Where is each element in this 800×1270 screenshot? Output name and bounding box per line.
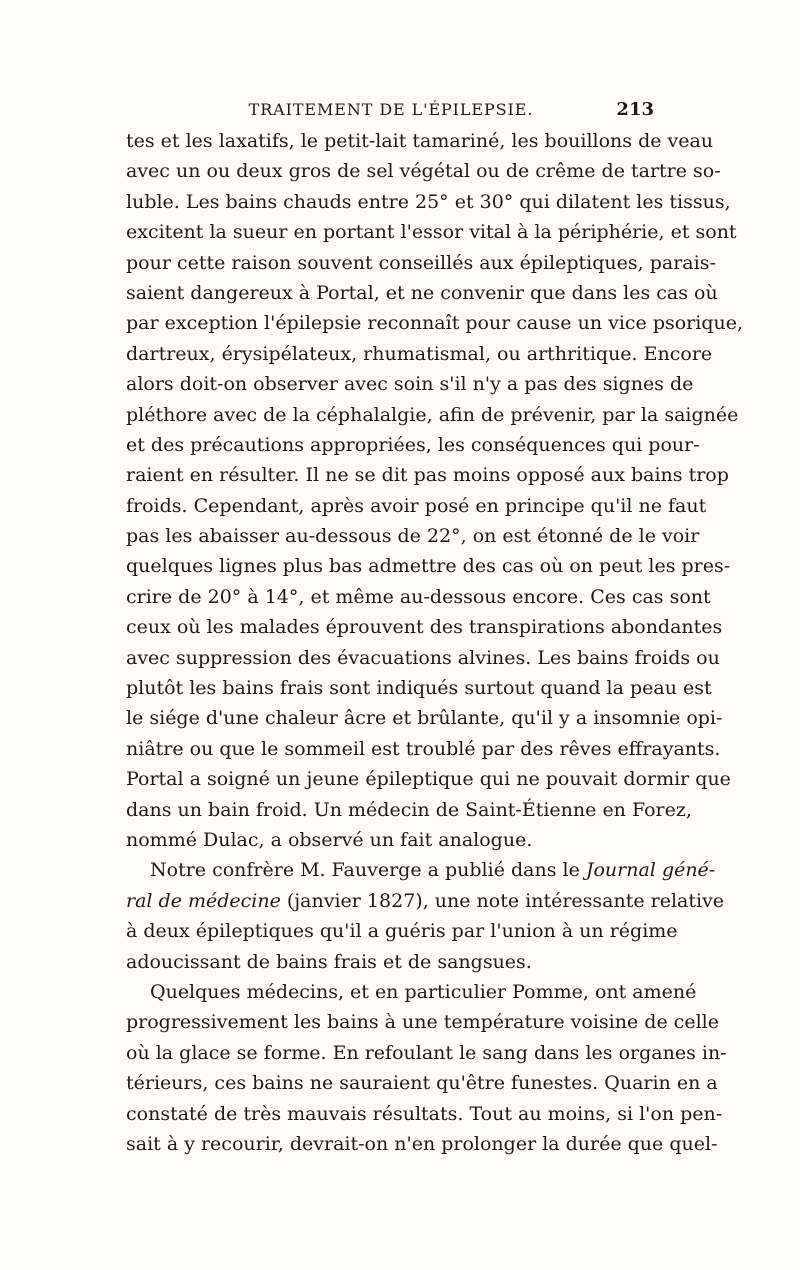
text-line: raient en résulter. Il ne se dit pas moins opposé aux bains trop [126,464,729,487]
text-line: à deux épileptiques qu'il a guéris par l'union à un régime [126,920,678,943]
text-line: et des précautions appropriées, les conséquences qui pour- [126,433,700,456]
running-head [128,98,654,122]
text-line: nommé Dulac, a observé un fait analogue. [126,828,533,851]
text-line: ral de médecine (janvier 1827), une note intéressante relative [126,889,725,912]
text-line: plutôt les bains frais sont indiqués surtout quand la peau est [126,677,712,700]
running-title: TRAITEMENT DE L'ÉPILEPSIE. [248,100,534,119]
text-line: pas les abaisser au-dessous de 22°, on est étonné de le voir [126,525,700,548]
text-line: avec un ou deux gros de sel végétal ou de crême de tartre so- [126,160,721,183]
text-line: dans un bain froid. Un médecin de Saint-Étienne en Forez, [126,798,692,821]
text-line: sait à y recourir, devrait-on n'en prolonger la durée que quel- [126,1132,718,1155]
text-line: avec suppression des évacuations alvines. Les bains froids ou [126,646,720,669]
text-line: où la glace se forme. En refoulant le sang dans les organes in- [126,1041,727,1064]
page-number: 213 [616,99,654,120]
text-line: dartreux, érysipélateux, rhumatismal, ou arthritique. Encore [126,342,713,365]
text-line: niâtre ou que le sommeil est troublé par des rêves effrayants. [126,737,721,760]
text-line: saient dangereux à Portal, et ne convenir que dans les cas où [126,281,718,304]
text-line: alors doit-on observer avec soin s'il n'y a pas des signes de [126,373,694,396]
text-line: froids. Cependant, après avoir posé en principe qu'il ne faut [126,494,707,517]
text-line: pour cette raison souvent conseillés aux épileptiques, parais- [126,251,716,274]
text-line: pléthore avec de la céphalalgie, afin de prévenir, par la saignée [126,403,739,426]
text-line: adoucissant de bains frais et de sangsues. [126,950,532,973]
text-line: quelques lignes plus bas admettre des cas où on peut les pres- [126,555,731,578]
text-line: crire de 20° à 14°, et même au-dessous encore. Ces cas sont [126,585,711,608]
text-line: luble. Les bains chauds entre 25° et 30° qui dilatent les tissus, [126,190,731,213]
body-text [126,126,744,1159]
text-line: constaté de très mauvais résultats. Tout au moins, si l'on pen- [126,1102,723,1125]
text-line: tes et les laxatifs, le petit-lait tamariné, les bouillons de veau [126,130,714,152]
text-line: excitent la sueur en portant l'essor vital à la périphérie, et sont [126,221,737,244]
text-line: le siége d'une chaleur âcre et brûlante, qu'il y a insomnie opi- [126,707,723,730]
text-line: Portal a soigné un jeune épileptique qui ne pouvait dormir que [126,768,731,791]
text-line: Quelques médecins, et en particulier Pomme, ont amené [150,980,697,1003]
text-line: Notre confrère M. Fauverge a publié dans le Journal géné- [150,859,716,882]
text-line: térieurs, ces bains ne sauraient qu'être funestes. Quarin en a [126,1072,718,1095]
text-line: par exception l'épilepsie reconnaît pour cause un vice psorique, [126,312,744,335]
text-line: progressivement les bains à une température voisine de celle [126,1011,720,1034]
text-line: ceux où les malades éprouvent des transpirations abondantes [126,616,723,639]
